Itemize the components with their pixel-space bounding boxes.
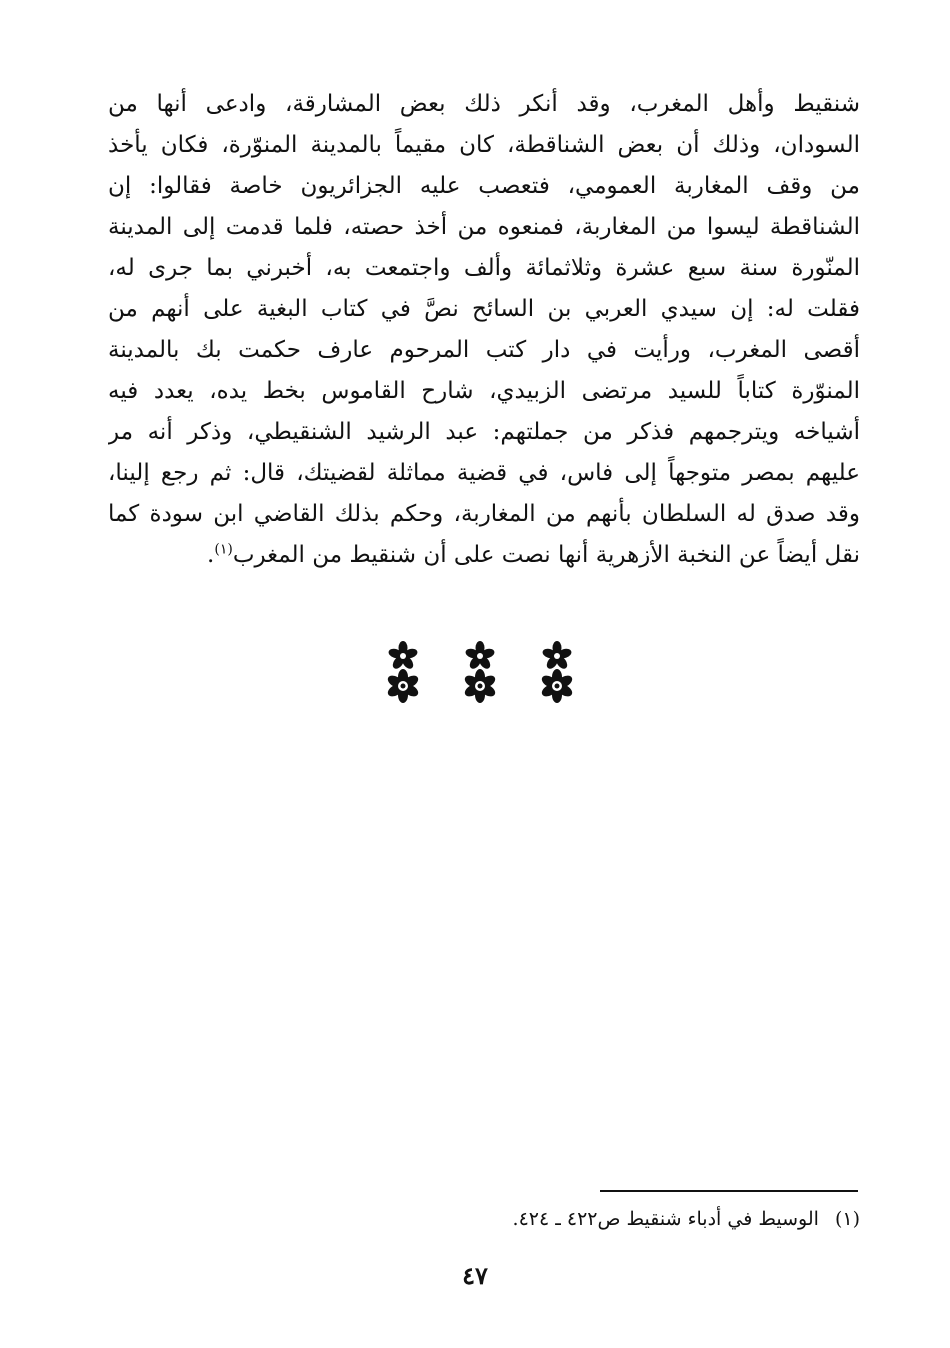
footnote-marker: (١) [834, 1208, 860, 1230]
last-line-text: نقل أيضاً عن النخبة الأزهرية أنها نصت على أن شنقيط من المغرب [232, 542, 860, 568]
text-line-6: فقلت له: إن سيدي العربي بن السائح نصَّ في كتاب البغية على أنهم من [108, 296, 860, 322]
text-line-4: الشناقطة ليسوا من المغاربة، فمنعوه من أخذ حصته، فلما قدمت إلى المدينة [108, 214, 860, 240]
flower-ornament-icon [380, 640, 426, 704]
text-line-10: عليهم بمصر متوجهاً إلى فاس، في قضية مماثلة لقضيتك، قال: ثم رجع إلينا، [108, 460, 860, 486]
text-line-7: أقصى المغرب، ورأيت في دار كتب المرحوم عارف حكمت بك بالمدينة [108, 337, 860, 363]
footnote-separator [600, 1190, 858, 1192]
footnote-reference[interactable]: (١) [214, 541, 233, 558]
flower-ornament-icon [457, 640, 503, 704]
text-line-12 [108, 535, 860, 576]
text-line-2: السودان، وذلك أن بعض الشناقطة، كان مقيماً بالمدينة المنوّرة، فكان يأخذ [108, 132, 860, 158]
text-line-9: أشياخه ويترجمهم فذكر من جملتهم: عبد الرشيد الشنقيطي، وذكر أنه مر [108, 419, 860, 445]
text-line-1: شنقيط وأهل المغرب، وقد أنكر ذلك بعض المشارقة، وادعى أنها من [108, 91, 860, 117]
text-line-11: وقد صدق له السلطان بأنهم من المغاربة، وحكم بذلك القاضي ابن سودة كما [108, 501, 860, 527]
main-paragraph [108, 84, 860, 576]
flower-ornament-icon [534, 640, 580, 704]
section-divider-ornament [380, 640, 580, 710]
footnote-text: الوسيط في أدباء شنقيط ص٤٢٢ ـ ٤٢٤. [512, 1208, 819, 1230]
text-line-5: المنّورة سنة سبع عشرة وثلاثمائة وألف واجتمعت به، أخبرني بما جرى له، [108, 255, 860, 281]
footnote [300, 1202, 860, 1236]
text-line-3: من وقف المغاربة العمومي، فتعصب عليه الجزائريون خاصة فقالوا: إن [108, 173, 860, 199]
page-number: ٤٧ [462, 1261, 488, 1290]
text-line-8: المنوّرة كتاباً للسيد مرتضى الزبيدي، شارح القاموس بخط يده، يعدد فيه [108, 378, 860, 404]
last-line-end: . [207, 542, 215, 568]
